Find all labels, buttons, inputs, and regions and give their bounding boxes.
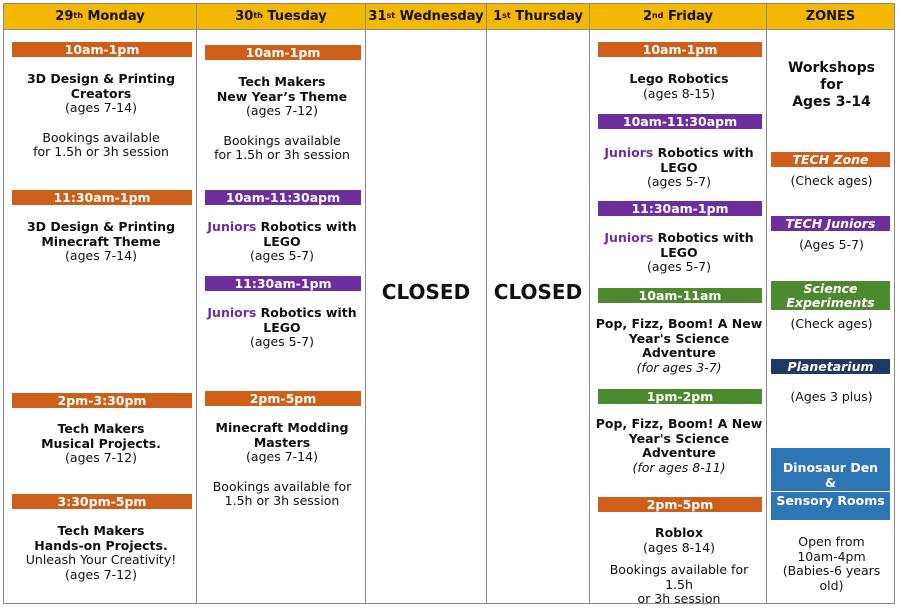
session-info: Roblox (ages 8-14) Bookings available for 1.5h or 3h session <box>609 525 749 606</box>
column-tuesday <box>197 4 366 603</box>
time-bar: 2pm-5pm <box>598 497 762 512</box>
header-zones: ZONES <box>767 4 894 30</box>
session-info: Tech Makers Hands-on Projects. Unleash Your Creativity! (ages 7-12) <box>25 523 177 582</box>
time-bar: 10am-11:30apm <box>205 190 361 205</box>
zone-tech-zone: TECH Zone <box>771 152 890 167</box>
zone-science-experiments: Science Experiments <box>771 281 890 310</box>
column-friday <box>590 4 767 606</box>
time-bar: 10am-1pm <box>598 42 762 57</box>
zone-note: (Ages 3 plus) <box>790 389 873 404</box>
zone-dinosaur-den: Dinosaur Den & Sensory Rooms <box>771 448 890 520</box>
time-bar: 11:30am-1pm <box>205 276 361 291</box>
header-thursday: 1 $^{st}$ Thursday <box>487 4 589 30</box>
session-info: Juniors Robotics with LEGO (ages 5-7) <box>604 230 754 274</box>
zone-note: (Ages 5-7) <box>799 237 864 252</box>
time-bar: 10am-1pm <box>205 45 361 60</box>
column-thursday <box>487 4 590 603</box>
zone-note: (Check ages) <box>790 173 873 188</box>
time-bar: 11:30am-1pm <box>598 201 762 216</box>
closed-label: CLOSED <box>381 280 471 304</box>
time-bar: 1pm-2pm <box>598 389 762 404</box>
zones-intro: Workshops for Ages 3-14 <box>787 60 876 110</box>
session-info: Minecraft Modding Masters (ages 7-14) Bookings available for 1.5h or 3h session <box>212 420 352 508</box>
session-info: Lego Robotics (ages 8-15) <box>629 71 729 101</box>
time-bar: 2pm-3:30pm <box>12 393 192 408</box>
session-info: Juniors Robotics with LEGO (ages 5-7) <box>207 219 357 263</box>
session-info: 3D Design & Printing Minecraft Theme (ages 7-14) <box>26 219 176 263</box>
session-info: Pop, Fizz, Boom! A New Year's Science Adventure (for ages 3-7) <box>595 316 763 375</box>
zone-tech-juniors: TECH Juniors <box>771 216 890 231</box>
header-wednesday: 31 $^{st}$ Wednesday <box>366 4 486 30</box>
session-info: Juniors Robotics with LEGO (ages 5-7) <box>604 145 754 189</box>
header-tuesday: 30 $^{th}$ Tuesday <box>197 4 365 30</box>
column-monday <box>4 4 197 603</box>
column-zones <box>767 4 894 603</box>
session-info: 3D Design & Printing Creators (ages 7-14) Bookings available for 1.5h or 3h session <box>26 71 176 159</box>
time-bar: 10am-1pm <box>12 42 192 57</box>
session-info: Juniors Robotics with LEGO (ages 5-7) <box>207 305 357 349</box>
time-bar: 2pm-5pm <box>205 391 361 406</box>
session-info: Pop, Fizz, Boom! A New Year's Science Adventure (for ages 8-11) <box>595 416 763 475</box>
session-info: Tech Makers New Year’s Theme (ages 7-12) Bookings available for 1.5h or 3h session <box>214 74 350 162</box>
zone-note: (Check ages) <box>790 316 873 331</box>
time-bar: 10am-11am <box>598 288 762 303</box>
time-bar: 11:30am-1pm <box>12 190 192 205</box>
column-wednesday <box>366 4 487 603</box>
closed-label: CLOSED <box>493 280 583 304</box>
header-friday: 2 $^{nd}$ Friday <box>590 4 766 30</box>
time-bar: 3:30pm-5pm <box>12 494 192 509</box>
zone-planetarium: Planetarium <box>771 359 890 374</box>
header-monday: 29 $^{th}$ Monday <box>4 4 196 30</box>
session-info: Tech Makers Musical Projects. (ages 7-12) <box>41 421 161 465</box>
zone-note: Open from 10am-4pm (Babies-6 years old) <box>782 534 881 593</box>
schedule-grid <box>3 3 895 604</box>
time-bar: 10am-11:30apm <box>598 114 762 129</box>
